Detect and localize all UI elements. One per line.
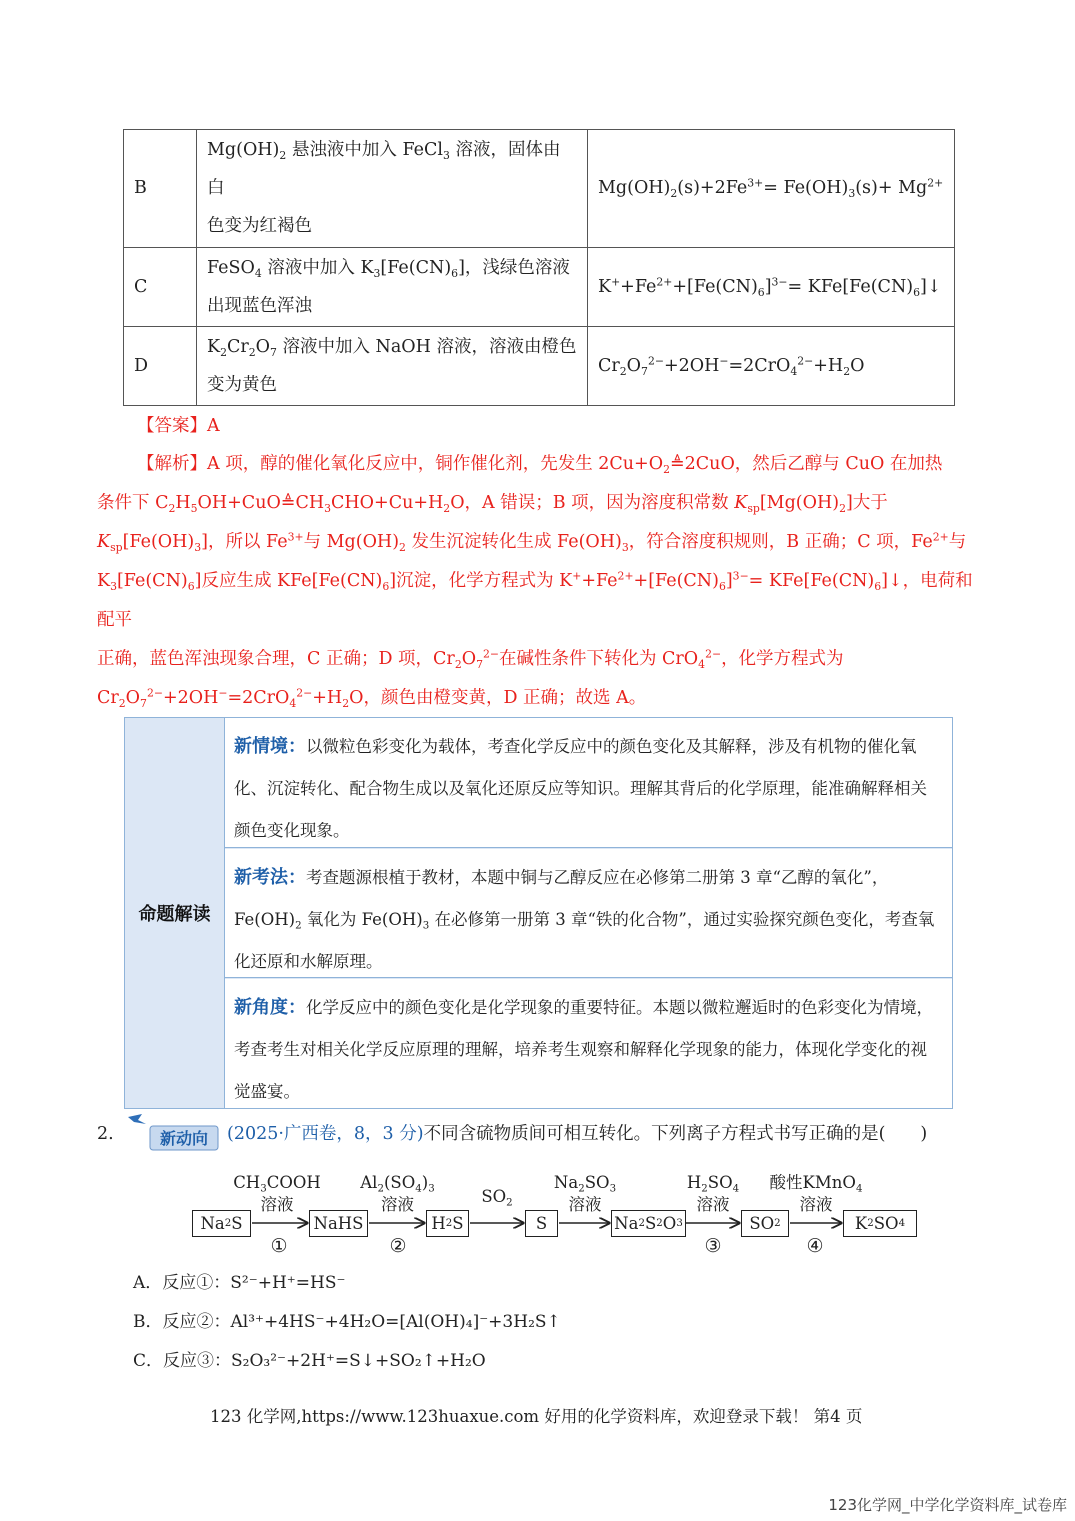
new-context-text: 以微粒色彩变化为载体，考查化学反应中的颜色变化及其解释，涉及有机物的催化氧化、沉淀转化、配合物生成以及氧化还原反应等知识。理解其背后的化学原理，能准确解释相关颜色变化现象。	[234, 737, 927, 840]
species-box-na2s: Na 2 S	[192, 1210, 251, 1237]
reagent-label-4: $Na_2SO_3$ 溶液	[553, 1173, 617, 1214]
equation-cell: $K^++Fe^{2+}+[Fe(CN)_6]^{3-}=$ $KFe[Fe(CN)_6]↓$	[588, 247, 955, 326]
reagent-label-1: $CH_3COOH$ 溶液	[233, 1173, 321, 1214]
new-method-heading: 新考法：	[234, 867, 306, 888]
option-cell: B	[124, 130, 197, 248]
question-text: 不同含硫物质间可相互转化。下列离子方程式书写正确的是( )	[423, 1124, 928, 1144]
badge-label: 新动向	[159, 1129, 209, 1148]
equation-cell: $Cr_2O_7^{2-}+2OH^-=2CrO_4^{2-}+H_2O$	[588, 326, 955, 405]
option-cell: D	[124, 326, 197, 405]
option-cell: C	[124, 247, 197, 326]
description-cell: FeSO$_4$ 溶液中加入 $K_3[Fe(CN)_6]$，浅绿色溶液 出现蓝色浑浊	[197, 247, 588, 326]
answer-value: A	[207, 416, 220, 436]
reagent-label-3: $SO_2$	[481, 1187, 513, 1209]
reagent-label-5: $H_2SO_4$ 溶液	[686, 1173, 740, 1214]
new-angle-heading: 新角度：	[234, 997, 306, 1018]
new-angle-text: 化学反应中的颜色变化是化学现象的重要特征。本题以微粒邂逅时的色彩变化为情境，考查考生对相关化学反应原理的理解，培养考生观察和解释化学现象的能力，体现化学变化的视觉盛宴。	[234, 998, 933, 1101]
new-method-cell: 新考法：考查题源根植于教材，本题中铜与乙醇反应在必修第二册第 3 章“乙醇的氧化”，$Fe(OH)_2$ 氧化为 $Fe(OH)_3$ 在必修第一册第 3 章“铁的化合物”，通过实验探究颜色变化，考查氧化还原和水解原理。	[225, 849, 952, 978]
step-number-3: ③	[704, 1235, 722, 1257]
species-box-s: S	[525, 1210, 558, 1237]
equation-cell: $Mg(OH)_2(s)+2Fe^{3+}= Fe(OH)_3(s)+ Mg^{2+}$	[588, 130, 955, 248]
analysis-paragraph: 【解析】A 项，醇的催化氧化反应中，铜作催化剂，先发生 $2Cu+O_2≜2CuO$，然后乙醇与 CuO 在加热 条件下 $C_2H_5OH+CuO≜CH_3CHO+Cu+H_2O$，A 错误；B 项，因为溶度积常数 $K_{sp}[Mg(OH)_2]$大于 $K_{sp}[Fe(OH)_3]$，所以 $Fe^{3+}$与 $Mg(OH)_2$ 发生沉淀转化生成 $Fe(OH)_3$，符合溶度积规则，B 正确；C 项，$Fe^{2+}$与 $K_3[Fe(CN)_6]$反应生成 $KFe[Fe(CN)_6]$沉淀，化学方程式为 $K^++Fe^{2+}+[Fe(CN)_6]^{3-}=$ $KFe[Fe(CN)_6]↓$，电荷和配平 正确，蓝色浑浊现象合理，C 正确；D 项，$Cr_2O_7^{2-}$在碱性条件下转化为 CrO$_4^{2-}$，化学方程式为 $Cr_2O_7^{2-}+2OH^-=2CrO_4^{2-}+H_2O$，颜色由橙变黄，D 正确；故选 A。	[97, 454, 973, 710]
reagent-label-2: $Al_2(SO_4)_3$ 溶液	[360, 1173, 435, 1214]
question-source: (2025·广西卷，8，3 分)	[227, 1124, 424, 1144]
new-context-heading: 新情境：	[234, 736, 306, 757]
species-box-nahs: NaHS	[309, 1210, 368, 1237]
question-number: 2.	[97, 1124, 114, 1144]
interpretation-label: 命题解读	[125, 718, 225, 1108]
species-box-na2s2o3: Na 2 S 2 O 3	[611, 1210, 686, 1237]
description-cell: $Mg(OH)_2$ 悬浊液中加入 FeCl$_3$ 溶液，固体由白 色变为红褐色	[197, 130, 588, 248]
option-c: C．反应③：S₂O₃²⁻+2H⁺=S↓+SO₂↑+H₂O	[133, 1351, 486, 1371]
species-box-h2s: H 2 S	[426, 1210, 469, 1237]
page-footer: 123 化学网,https://www.123huaxue.com 好用的化学资料库，欢迎登录下载！ 第4 页	[210, 1407, 863, 1426]
step-number-1: ①	[270, 1235, 288, 1257]
description-cell: $K_2Cr_2O_7$ 溶液中加入 NaOH 溶液，溶液由橙色 变为黄色	[197, 326, 588, 405]
reagent-label-6: 酸性KMnO$_4$ 溶液	[769, 1173, 863, 1214]
species-box-k2so4: K 2 SO 4	[843, 1210, 917, 1237]
watermark: 123化学网_中学化学资料库_试卷库	[828, 1496, 1067, 1514]
species-box-so2: SO 2	[741, 1210, 789, 1237]
step-number-4: ④	[806, 1235, 824, 1257]
option-a: A．反应①：S²⁻+H⁺=HS⁻	[133, 1273, 346, 1293]
step-number-2: ②	[389, 1235, 407, 1257]
answer-label: 【答案】	[137, 416, 207, 436]
option-b: B．反应②：Al³⁺+4HS⁻+4H₂O=[Al(OH)₄]⁻+3H₂S↑	[133, 1312, 561, 1332]
analysis-label: 【解析】	[137, 454, 207, 474]
